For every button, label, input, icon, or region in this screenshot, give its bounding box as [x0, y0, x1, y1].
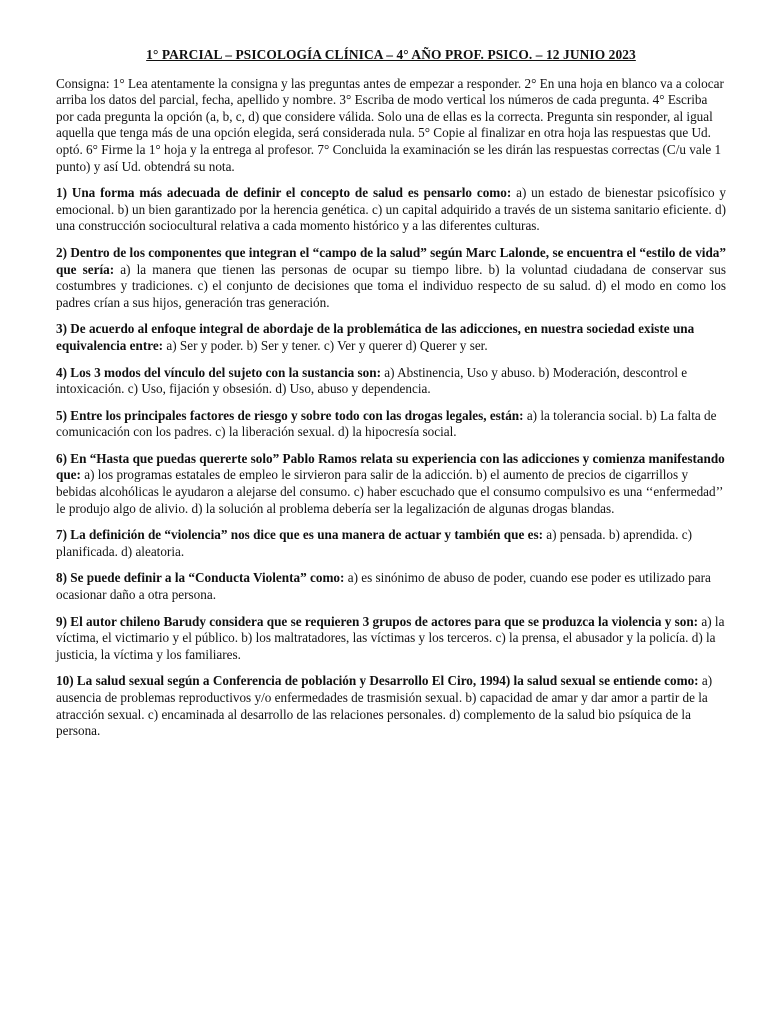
- instructions-paragraph: Consigna: 1° Lea atentamente la consigna y las preguntas antes de empezar a responder. 2° En una hoja en blanco va a colocar arriba los datos del parcial, fecha, apellido y nombre. 3° Escriba de modo vertical los números de cada pregunta. 4° Escriba por cada pregunta la opción (a, b, c, d) que considere válida. Solo una de ellas es la correcta. Pregunta sin responder, al igual aquella que tenga más de una opción elegida, será considerada nula. 5° Copie al finalizar en otra hoja las respuestas que Ud. optó. 6° Firme la 1° hoja y la entrega al profesor. 7° Concluida la examinación se les dirán las respuestas correctas (C/u vale 1 punto) y así Ud. obtendrá su nota.: [56, 75, 724, 174]
- question-stem: 5) Entre los principales factores de riesgo y sobre todo con las drogas legales, están:: [56, 407, 524, 423]
- exam-title: 1° PARCIAL – PSICOLOGÍA CLÍNICA – 4° AÑO PROF. PSICO. – 12 JUNIO 2023: [146, 47, 636, 62]
- question-1: [56, 185, 726, 235]
- question-stem: 3) De acuerdo al enfoque integral de abordaje de la problemática de las adicciones, en nuestra sociedad existe una equivalencia entre:: [56, 321, 695, 353]
- question-options: a) pensada. b) aprendida. c) planificada. d) aleatoria.: [56, 527, 692, 559]
- question-9: [56, 614, 726, 664]
- question-stem: 2) Dentro de los componentes que integran el “campo de la salud” según Marc Lalonde, se encuentra el “estilo de vida” que sería:: [56, 244, 726, 277]
- question-stem: 4) Los 3 modos del vínculo del sujeto con la sustancia son:: [56, 364, 381, 380]
- question-7: [56, 527, 726, 560]
- question-3: [56, 321, 726, 354]
- question-options: a) los programas estatales de empleo le sirvieron para salir de la adicción. b) el aumento de precios de cigarrillos y bebidas alcohólicas le ayudaron a alejarse del consumo. c) haber escuchado que el consumo compulsivo es una ‘‘enfermedad’’ le produjo algo de alivio. d) la solución al problema debería ser la legalización de algunas drogas blandas.: [56, 467, 723, 516]
- question-10: [56, 673, 726, 739]
- question-stem: 7) La definición de “violencia” nos dice que es una manera de actuar y también que es:: [56, 527, 543, 543]
- question-options: a) es sinónimo de abuso de poder, cuando ese poder es utilizado para ocasionar daño a otra persona.: [56, 570, 711, 603]
- question-4: [56, 365, 726, 398]
- question-options: a) Abstinencia, Uso y abuso. b) Moderación, descontrol e intoxicación. c) Uso, fijación y obsesión. d) Uso, abuso y dependencia.: [56, 364, 688, 397]
- question-stem: 1) Una forma más adecuada de definir el concepto de salud es pensarlo como:: [56, 185, 512, 201]
- question-stem: 8) Se puede definir a la “Conducta Violenta” como:: [56, 570, 345, 586]
- question-2: [56, 245, 726, 311]
- question-options: a) la tolerancia social. b) La falta de comunicación con los padres. c) la liberación sexual. d) la hipocresía social.: [56, 407, 717, 440]
- question-options: a) Ser y poder. b) Ser y tener. c) Ver y querer d) Querer y ser.: [163, 337, 488, 353]
- question-8: [56, 570, 726, 603]
- question-options: a) ausencia de problemas reproductivos y/o enfermedades de trasmisión sexual. b) capacidad de amar y dar amor a partir de la atracción sexual. c) encaminada al desarrollo de las relaciones personales. d) complemento de la salud bio psíquica de la persona.: [56, 673, 713, 739]
- question-5: [56, 408, 726, 441]
- question-stem: 10) La salud sexual según a Conferencia de población y Desarrollo El Ciro, 1994) la salud sexual se entiende como:: [56, 673, 699, 689]
- question-options: a) un estado de bienestar psicofísico y emocional. b) un bien garantizado por la herencia genética. c) un capital adquirido a través de un sistema sanitario eficiente. d) una construcción sociocultural relativa a cada momento histórico y a las diferentes culturas.: [56, 185, 726, 234]
- question-options: a) la víctima, el victimario y el público. b) los maltratadores, las víctimas y los terceros. c) la prensa, el abusador y la policía. d) la justicia, la víctima y los familiares.: [56, 613, 725, 662]
- question-stem: 6) En “Hasta que puedas quererte solo” Pablo Ramos relata su experiencia con las adicciones y comienza manifestando que:: [56, 450, 725, 483]
- question-stem: 9) El autor chileno Barudy considera que se requieren 3 grupos de actores para que se produzca la violencia y son:: [56, 613, 699, 629]
- question-6: [56, 451, 726, 517]
- question-options: a) la manera que tienen las personas de ocupar su tiempo libre. b) la voluntad ciudadana de conservar sus costumbres y tradiciones. c) el conjunto de decisiones que toma el individuo respecto de su salud. d) el modo en como los padres crían a sus hijos, generación tras generación.: [56, 261, 726, 310]
